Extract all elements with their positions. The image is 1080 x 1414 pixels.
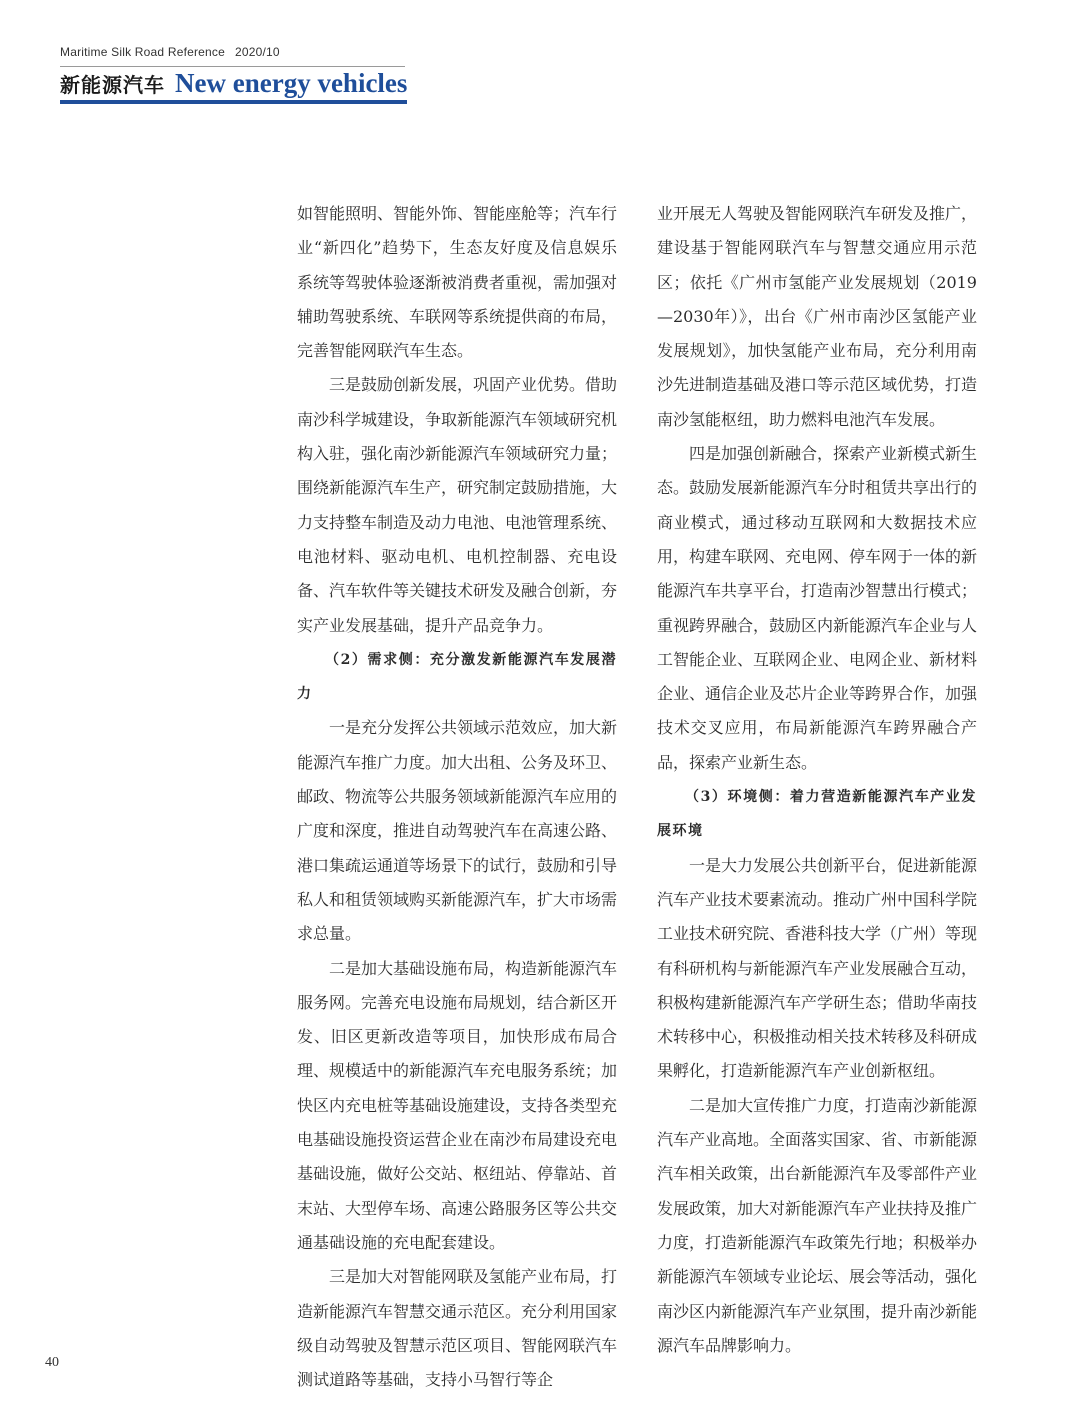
section-title-english: New energy vehicles: [175, 68, 408, 98]
paragraph: 一是充分发挥公共领域示范效应，加大新能源汽车推广力度。加大出租、公务及环卫、邮政、物流等公共服务领域新能源汽车应用的广度和深度，推进自动驾驶汽车在高速公路、港口集疏运通道等场景下的试行，鼓励和引导私人和租赁领域购买新能源汽车，扩大市场需求总量。: [297, 718, 618, 944]
section-heading: [60, 68, 407, 100]
subsection-heading-demand-side: （2）需求侧：充分激发新能源汽车发展潜力: [297, 651, 617, 703]
paragraph-continuation: 如智能照明、智能外饰、智能座舱等；汽车行业“新四化”趋势下，生态友好度及信息娱乐系统等驾驶体验逐渐被消费者重视，需加强对辅助驾驶系统、车联网等系统提供商的布局，完善智能网联汽车生态。: [297, 204, 618, 361]
paragraph: 三是加大对智能网联及氢能产业布局，打造新能源汽车智慧交通示范区。充分利用国家级自动驾驶及智慧示范区项目、智能网联汽车测试道路等基础，支持小马智行等企: [297, 1267, 618, 1390]
header-thin-rule: [60, 66, 405, 67]
issue-date: 2020/10: [235, 45, 280, 59]
left-text-column: [297, 197, 617, 1397]
right-text-column: [657, 197, 977, 1363]
page-number: 40: [45, 1355, 59, 1370]
paragraph: 一是大力发展公共创新平台，促进新能源汽车产业技术要素流动。推动广州中国科学院工业技术研究院、香港科技大学（广州）等现有科研机构与新能源汽车产业发展融合互动，积极构建新能源汽车产学研生态；借助华南技术转移中心，积极推动相关技术转移及科研成果孵化，打造新能源汽车产业创新枢纽。: [657, 855, 978, 1081]
paragraph: 二是加大基础设施布局，构造新能源汽车服务网。完善充电设施布局规划，结合新区开发、旧区更新改造等项目，加快形成布局合理、规模适中的新能源汽车充电服务系统；加快区内充电桩等基础设施建设，支持各类型充电基础设施投资运营企业在南沙布局建设充电基础设施，做好公交站、枢纽站、停靠站、首末站、大型停车场、高速公路服务区等公共交通基础设施的充电配套建设。: [297, 958, 618, 1252]
paragraph: 二是加大宣传推广力度，打造南沙新能源汽车产业高地。全面落实国家、省、市新能源汽车相关政策，出台新能源汽车及零部件产业发展政策，加大对新能源汽车产业扶持及推广力度，打造新能源汽车政策先行地；积极举办新能源汽车领域专业论坛、展会等活动，强化南沙区内新能源汽车产业氛围，提升南沙新能源汽车品牌影响力。: [657, 1095, 978, 1355]
paragraph-continuation: 业开展无人驾驶及智能网联汽车研发及推广，建设基于智能网联汽车与智慧交通应用示范区；依托《广州市氢能产业发展规划（2019—2030年）》，出台《广州市南沙区氢能产业发展规划》，加快氢能产业布局，充分利用南沙先进制造基础及港口等示范区域优势，打造南沙氢能枢纽，助力燃料电池汽车发展。: [657, 204, 978, 429]
section-title-chinese: 新能源汽车: [60, 73, 165, 97]
running-head: [60, 45, 280, 59]
section-underline-rule: [60, 100, 407, 104]
paragraph: 四是加强创新融合，探索产业新模式新生态。鼓励发展新能源汽车分时租赁共享出行的商业模式，通过移动互联网和大数据技术应用，构建车联网、充电网、停车网于一体的新能源汽车共享平台，打造南沙智慧出行模式；重视跨界融合，鼓励区内新能源汽车企业与人工智能企业、互联网企业、电网企业、新材料企业、通信企业及芯片企业等跨界合作，加强技术交叉应用，布局新能源汽车跨界融合产品，探索产业新生态。: [657, 444, 978, 772]
subsection-heading-environment-side: （3）环境侧：着力营造新能源汽车产业发展环境: [657, 789, 977, 840]
paragraph: 三是鼓励创新发展，巩固产业优势。借助南沙科学城建设，争取新能源汽车领域研究机构入驻，强化南沙新能源汽车领域研究力量；围绕新能源汽车生产，研究制定鼓励措施，大力支持整车制造及动力电池、电池管理系统、电池材料、驱动电机、电机控制器、充电设备、汽车软件等关键技术研发及融合创新，夯实产业发展基础，提升产品竞争力。: [297, 375, 618, 635]
publication-name: Maritime Silk Road Reference: [60, 45, 225, 59]
